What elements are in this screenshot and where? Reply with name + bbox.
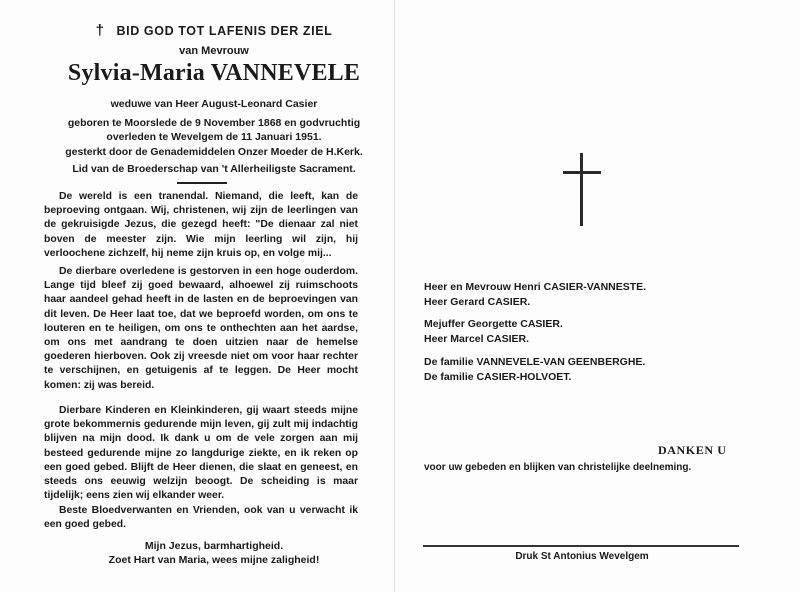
card-header <box>44 22 384 39</box>
closing-line: Mijn Jezus, barmhartigheid. <box>144 540 284 552</box>
born-line: geboren te Moorslede de 9 November 1868 en godvruchtig <box>67 117 361 129</box>
paragraph: Dierbare Kinderen en Kleinkinderen, gij waart steeds mijne grote bekommernis gedurende mijn leven, gij zult mij indachtig blijven na mijn dood. Ik dank u om de vele zorgen aan mij besteed gedurende mijne zo langdurige ziekte, en ik reken op een goed gebed. Blijft de Heer dienen, die slaat en geneest, en steeds ons eeuwig welzijn beoogt. De scheiding is maar tijdelijk; eens zien wij elkander weer. <box>44 405 358 502</box>
danken-heading: DANKEN U <box>658 443 727 457</box>
member-line: Lid van de Broederschap van 't Allerheiligste Sacrament. <box>72 163 356 175</box>
cross-icon: † <box>95 22 105 39</box>
closing-line: Zoet Hart van Maria, wees mijne zaligheid! <box>108 554 320 566</box>
paragraph: De wereld is een tranendal. Niemand, die leeft, kan de beproeving ontgaan. Wij, christenen, wij zijn de leerlingen van de gekruisigde Jezus, die gezegd heeft: "De dienaar zal niet boven de meester zijn. Wie mijn leerling wil zijn, hij verloochene zichzelf, hij neme zijn kruis op, en volge mij... <box>44 191 358 259</box>
header-text: BID GOD TOT LAFENIS DER ZIEL <box>116 24 333 38</box>
cross-horizontal <box>563 171 601 174</box>
printer-line: Druk St Antonius Wevelgem <box>515 551 649 562</box>
deceased-name: Sylvia-Maria VANNEVELE <box>67 60 361 86</box>
thanks-line: voor uw gebeden en blijken van christelijke deelneming. <box>424 462 692 473</box>
rule <box>423 545 739 547</box>
family-line: Heer Gerard CASIER. <box>424 296 531 308</box>
strengthened-line: gesterkt door de Genademiddelen Onzer Moeder de H.Kerk. <box>65 146 363 158</box>
family-line: Mejuffer Georgette CASIER. <box>424 318 563 330</box>
paragraph: De dierbare overledene is gestorven in een hoge ouderdom. Lange tijd bleef zij goed bewaard, alhoewel zij ruimschoots haar aandeel gehad heeft in de lasten en de beproevingen van dit leven. De Heer laat toe, dat we beproefd worden, om ons te louteren en te heiligen, om ons te onthechten aan het aardse, om ons met aandrang te doen uitzien naar de hemelse goederen hierboven. Ook zij vreesde niet om voor haar rechter te verschijnen, en getuigenis af te leggen. De Heer mocht komen: zij was bereid. <box>44 266 358 391</box>
family-line: Heer Marcel CASIER. <box>424 333 530 345</box>
divider <box>177 182 227 184</box>
cross-vertical <box>580 153 583 226</box>
died-line: overleden te Wevelgem de 11 Januari 1951. <box>106 131 322 143</box>
widow-line: weduwe van Heer August-Leonard Casier <box>110 98 318 110</box>
paragraph: Beste Bloedverwanten en Vrienden, ook van u verwacht ik een goed gebed. <box>44 505 358 531</box>
van-mevrouw: van Mevrouw <box>179 45 249 57</box>
card-fold <box>394 0 395 592</box>
family-line: De familie VANNEVELE-VAN GEENBERGHE. <box>424 356 646 368</box>
family-line: De familie CASIER-HOLVOET. <box>424 371 572 383</box>
family-line: Heer en Mevrouw Henri CASIER-VANNESTE. <box>424 281 647 293</box>
